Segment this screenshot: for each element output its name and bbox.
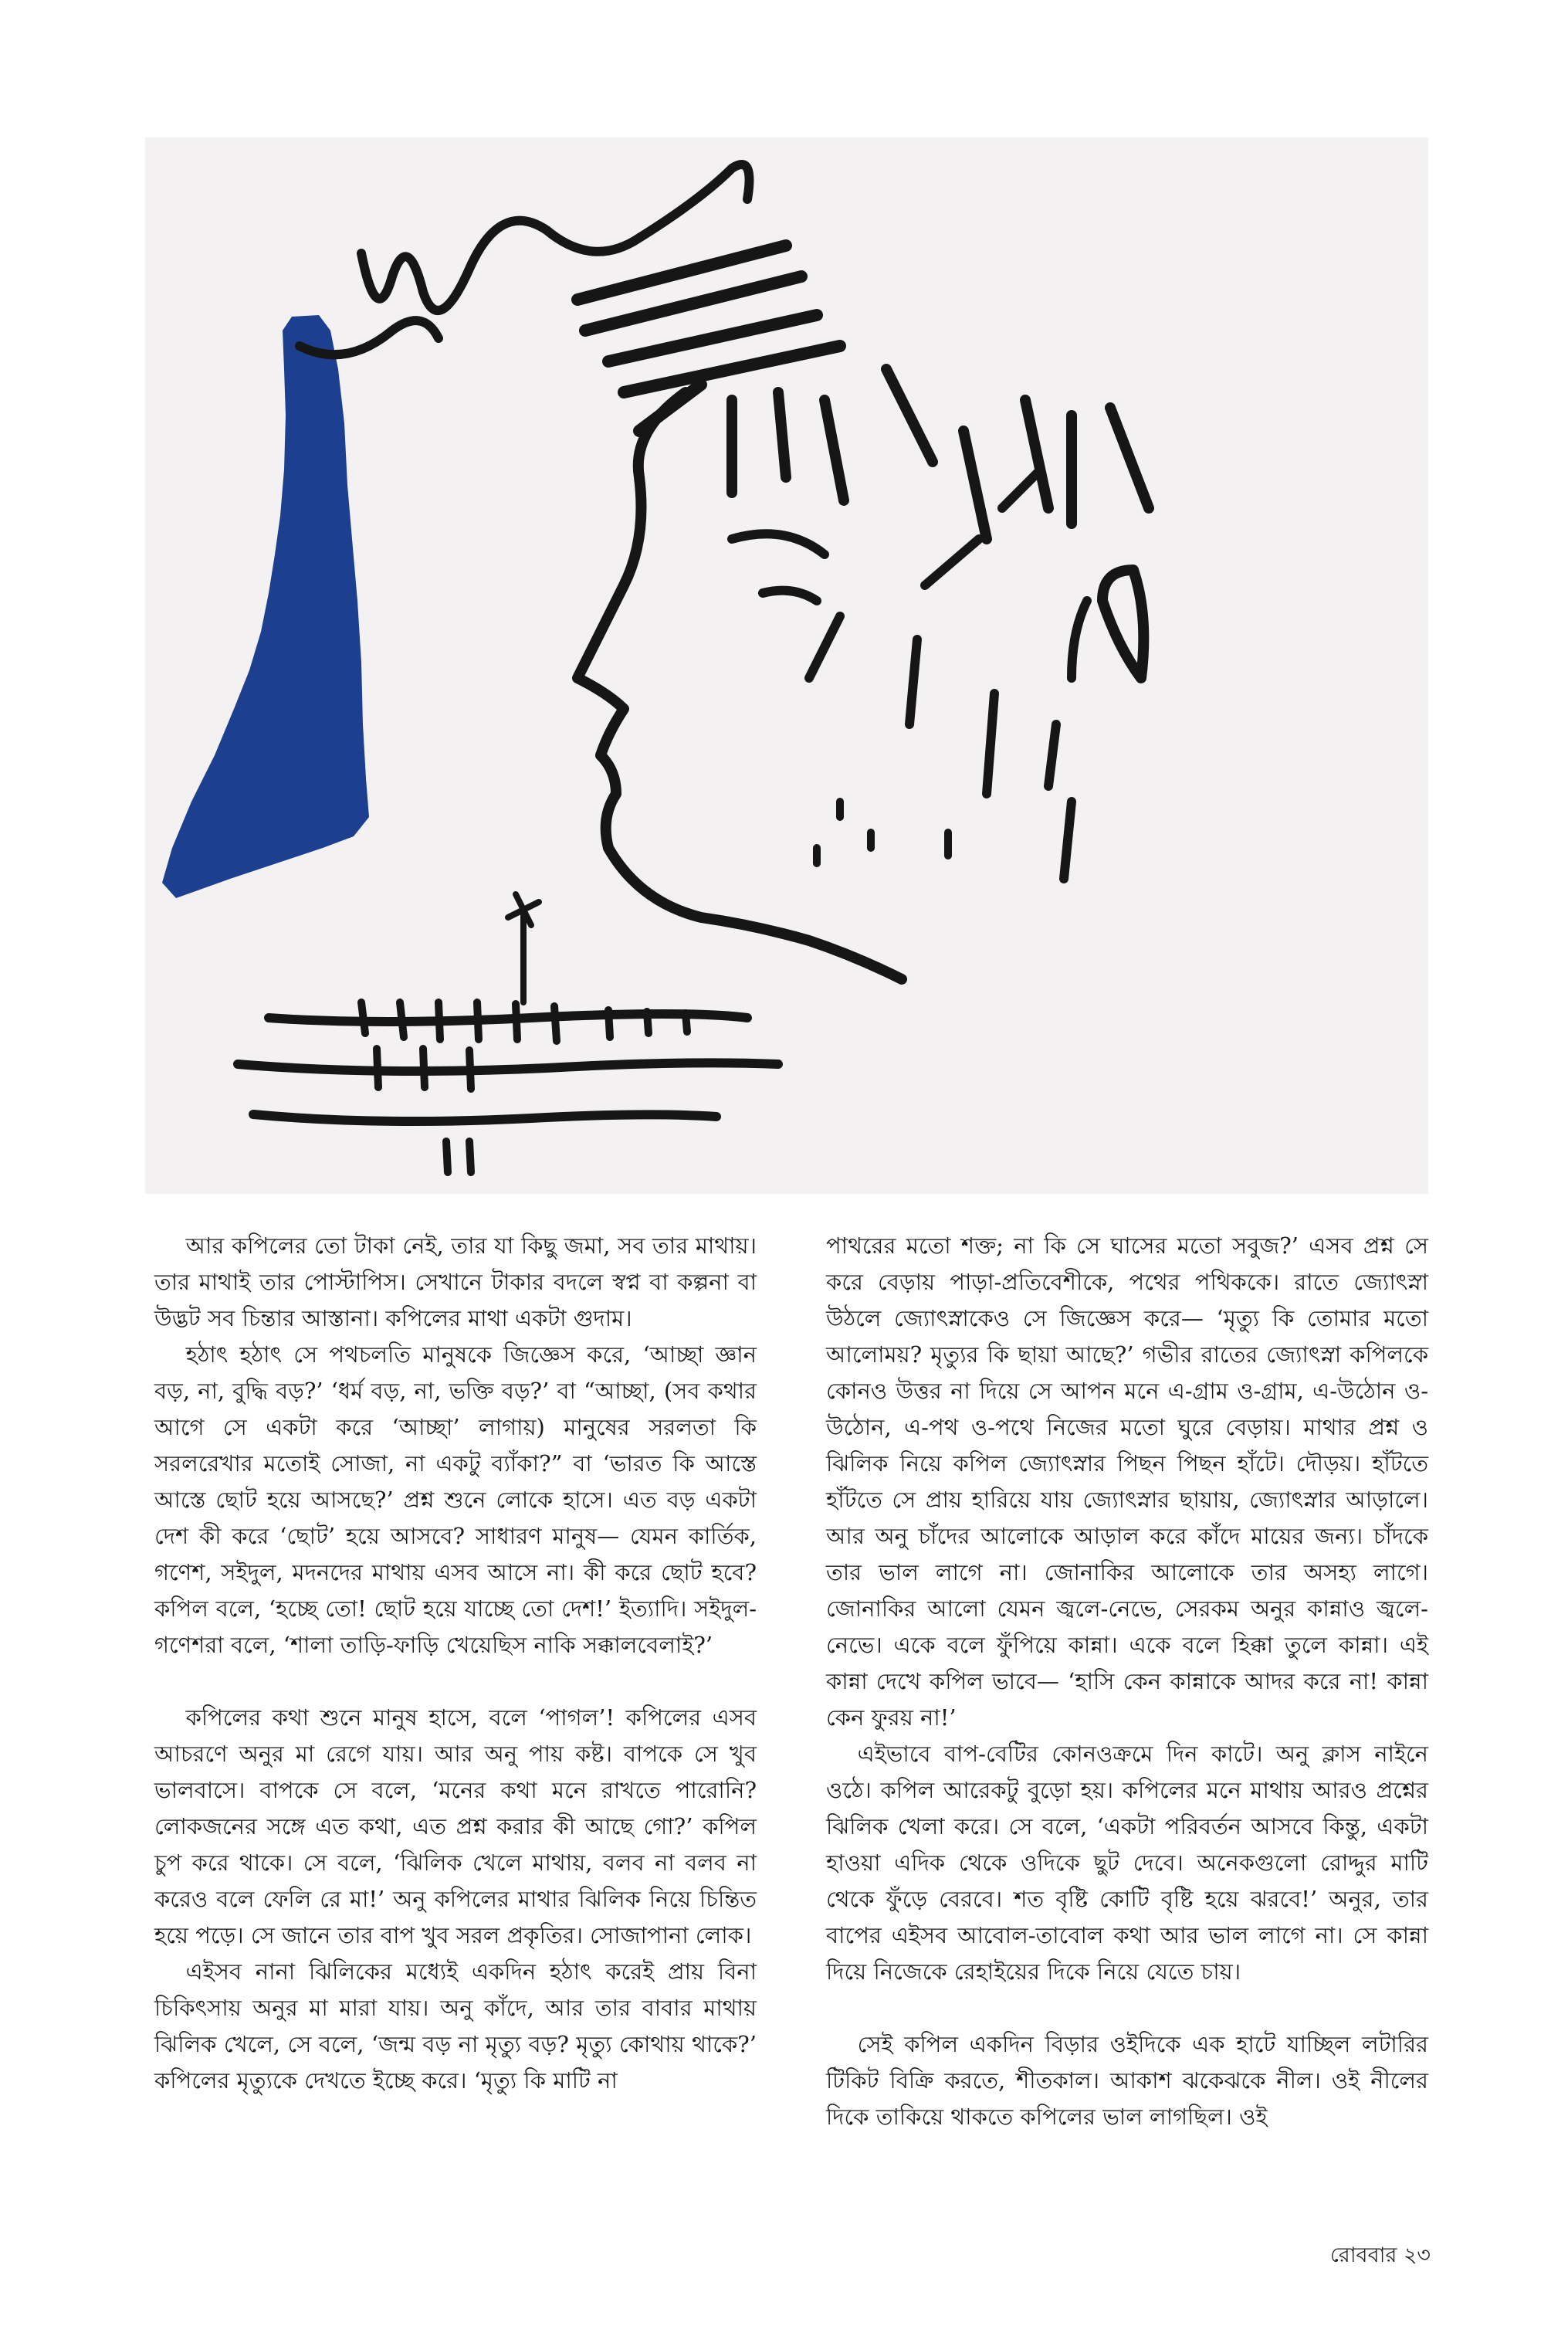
paragraph: আর কপিলের তো টাকা নেই, তার যা কিছু জমা, সব তার মাথায়। তার মাথাই তার পোস্টাপিস। সেখানে টাকার বদলে স্বপ্ন বা কল্পনা বা উদ্ভট সব চিন্তার আস্তানা। কপিলের মাথা একটা গুদাম। — [154, 1233, 757, 1331]
profile-portrait-drawing — [145, 137, 1428, 1194]
paragraph: এইভাবে বাপ-বেটির কোনওক্রমে দিন কাটে। অনু ক্লাস নাইনে ওঠে। কপিল আরেকটু বুড়ো হয়। কপিলের মনে মাথায় আরও প্রশ্নের ঝিলিক খেলা করে। সে বলে, ‘একটা পরিবর্তন আসবে কিন্তু, একটা হাওয়া এদিক থেকে ওদিকে ছুট দেবে। অনেকগুলো রোদ্দুর মাটি থেকে ফুঁড়ে বেরবে। শত বৃষ্টি কোটি বৃষ্টি হয়ে ঝরবে!’ অনুর, তার বাপের এইসব আবোল-তাবোল কথা আর ভাল লাগে না। সে কান্না দিয়ে নিজেকে রেহাইয়ের দিকে নিয়ে যেতে চায়। — [826, 1741, 1428, 1985]
page-footer: রোববার ২৩ — [1329, 2243, 1431, 2267]
paragraph: সেই কপিল একদিন বিড়ার ওইদিকে এক হাটে যাচ্ছিল লটারির টিকিট বিক্রি করতে, শীতকাল। আকাশ ঝকেঝকে নীল। ওই নীলের দিকে তাকিয়ে থাকতে কপিলের ভাল লাগছিল। ওই — [826, 2031, 1428, 2130]
paragraph: এইসব নানা ঝিলিকের মধ্যেই একদিন হঠাৎ করেই প্রায় বিনা চিকিৎসায় অনুর মা মারা যায়। অনু কাঁদে, আর তার বাবার মাথায় ঝিলিক খেলে, সে বলে, ‘জন্ম বড় না মৃত্যু বড়? মৃত্যু কোথায় থাকে?’ কপিলের মৃত্যুকে দেখতে ইচ্ছে করে। ‘মৃত্যু কি মাটি না — [154, 1958, 757, 2094]
article-left-column — [154, 1228, 757, 2099]
paragraph: পাথরের মতো শক্ত; না কি সে ঘাসের মতো সবুজ?’ এসব প্রশ্ন সে করে বেড়ায় পাড়া-প্রতিবেশীকে, পথের পথিককে। রাতে জ্যোৎস্না উঠলে জ্যোৎস্নাকেও সে জিজ্ঞেস করে— ‘মৃত্যু কি তোমার মতো আলোময়? মৃত্যুর কি ছায়া আছে?’ গভীর রাতের জ্যোৎস্না কপিলকে কোনও উত্তর না দিয়ে সে আপন মনে এ-গ্রাম ও-গ্রাম, এ-উঠোন ও-উঠোন, এ-পথ ও-পথে নিজের মতো ঘুরে বেড়ায়। মাথার প্রশ্ন ও ঝিলিক নিয়ে কপিল জ্যোৎস্নার পিছন পিছন হাঁটে। দৌড়য়। হাঁটতে হাঁটতে সে প্রায় হারিয়ে যায় জ্যোৎস্নার ছায়ায়, জ্যোৎস্নার আড়ালে। আর অনু চাঁদের আলোকে আড়াল করে কাঁদে মায়ের জন্য। চাঁদকে তার ভাল লাগে না। জোনাকির আলোকে তার অসহ্য লাগে। জোনাকির আলো যেমন জ্বলে-নেভে, সেরকম অনুর কান্নাও জ্বলে-নেভে। একে বলে ফুঁপিয়ে কান্না। একে বলে হিক্কা তুলে কান্না। এই কান্না দেখে কপিল ভাবে— ‘হাসি কেন কান্নাকে আদর করে না! কান্না কেন ফুরয় না!’ — [826, 1233, 1428, 1731]
paragraph: হঠাৎ হঠাৎ সে পথচলতি মানুষকে জিজ্ঞেস করে, ‘আচ্ছা জ্ঞান বড়, না, বুদ্ধি বড়?’ ‘ধর্ম বড়, না, ভক্তি বড়?’ বা “আচ্ছা, (সব কথার আগে সে একটা করে ‘আচ্ছা’ লাগায়) মানুষের সরলতা কি সরলরেখার মতোই সোজা, না একটু ব্যাঁকা?” বা ‘ভারত কি আস্তে আস্তে ছোট হয়ে আসছে?’ প্রশ্ন শুনে লোকে হাসে। এত বড় একটা দেশ কী করে ‘ছোট’ হয়ে আসবে? সাধারণ মানুষ— যেমন কার্তিক, গণেশ, সইদুল, মদনদের মাথায় এসব আসে না। কী করে ছোট হবে? কপিল বলে, ‘হচ্ছে তো! ছোট হয়ে যাচ্ছে তো দেশ!’ ইত্যাদি। সইদুল-গণেশরা বলে, ‘শালা তাড়ি-ফাড়ি খেয়েছিস নাকি সক্কালবেলাই?’ — [154, 1341, 757, 1658]
line-drawing-illustration — [145, 137, 1428, 1194]
paragraph: কপিলের কথা শুনে মানুষ হাসে, বলে ‘পাগল’! কপিলের এসব আচরণে অনুর মা রেগে যায়। আর অনু পায় কষ্ট। বাপকে সে খুব ভালবাসে। বাপকে সে বলে, ‘মনের কথা মনে রাখতে পারোনি? লোকজনের সঙ্গে এত কথা, এত প্রশ্ন করার কী আছে গো?’ কপিল চুপ করে থাকে। সে বলে, ‘ঝিলিক খেলে মাথায়, বলব না বলব না করেও বলে ফেলি রে মা!’ অনু কপিলের মাথার ঝিলিক নিয়ে চিন্তিত হয়ে পড়ে। সে জানে তার বাপ খুব সরল প্রকৃতির। সোজাপানা লোক। — [154, 1704, 757, 1948]
article-right-column — [826, 1228, 1428, 2135]
